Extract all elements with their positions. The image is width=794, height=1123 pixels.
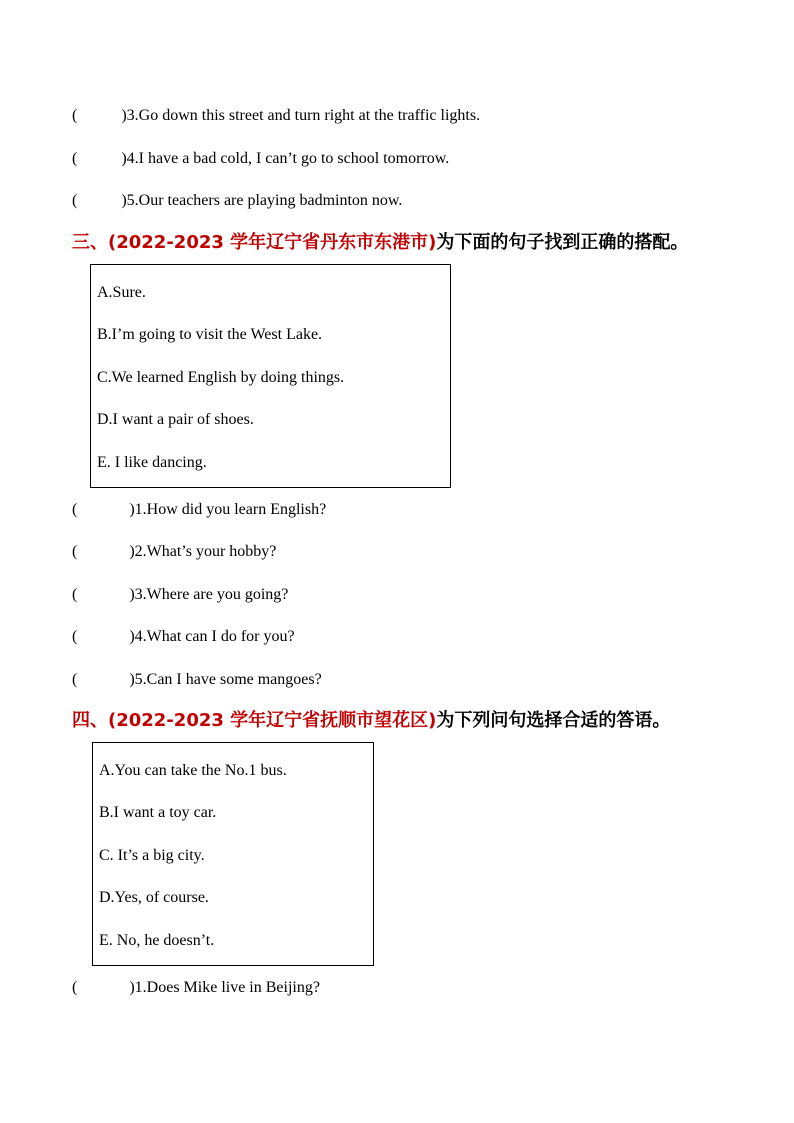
question-text: 1.How did you learn English? (134, 501, 327, 518)
answer-blank-open[interactable]: ( (72, 192, 78, 209)
option-d: D.Yes, of course. (99, 889, 209, 906)
answer-blank-open[interactable]: ( (72, 979, 78, 996)
answer-blank-close: ) (129, 979, 135, 996)
question-line (72, 191, 402, 211)
question-text: 5.Can I have some mangoes? (134, 671, 322, 688)
option-d: D.I want a pair of shoes. (97, 411, 254, 428)
question-text: 1.Does Mike live in Beijing? (134, 979, 320, 996)
section-instruction: 为下面的句子找到正确的搭配。 (436, 232, 689, 253)
option-b: B.I want a toy car. (99, 804, 217, 821)
question-line (72, 500, 326, 520)
question-line (72, 106, 480, 126)
question-line (72, 542, 276, 562)
section-source: (2022-2023 学年辽宁省抚顺市望花区) (108, 710, 437, 731)
question-line (72, 978, 320, 998)
answer-blank-close: ) (121, 192, 127, 209)
section-heading (72, 231, 688, 255)
option-c: C. It’s a big city. (99, 847, 205, 864)
option-e: E. No, he doesn’t. (99, 932, 215, 949)
answer-blank-close: ) (129, 671, 135, 688)
question-text: 3.Where are you going? (134, 586, 289, 603)
answer-blank-close: ) (129, 543, 135, 560)
section-number: 三、 (72, 232, 108, 253)
answer-blank-close: ) (129, 586, 135, 603)
question-line (72, 627, 295, 647)
question-text: 4.What can I do for you? (134, 628, 295, 645)
options-box (90, 264, 451, 488)
question-text: 3.Go down this street and turn right at the traffic lights. (126, 107, 481, 124)
answer-blank-open[interactable]: ( (72, 150, 78, 167)
answer-blank-close: ) (121, 150, 127, 167)
section-instruction: 为下列问句选择合适的答语。 (436, 710, 671, 731)
option-c: C.We learned English by doing things. (97, 369, 345, 386)
question-line (72, 149, 449, 169)
answer-blank-open[interactable]: ( (72, 586, 78, 603)
question-text: 5.Our teachers are playing badminton now. (126, 192, 403, 209)
section-number: 四、 (72, 710, 108, 731)
question-text: 4.I have a bad cold, I can’t go to school tomorrow. (126, 150, 450, 167)
answer-blank-close: ) (129, 628, 135, 645)
option-b: B.I’m going to visit the West Lake. (97, 326, 323, 343)
answer-blank-open[interactable]: ( (72, 671, 78, 688)
answer-blank-open[interactable]: ( (72, 628, 78, 645)
answer-blank-open[interactable]: ( (72, 543, 78, 560)
option-e: E. I like dancing. (97, 454, 207, 471)
section-source: (2022-2023 学年辽宁省丹东市东港市) (108, 232, 437, 253)
question-line (72, 585, 288, 605)
answer-blank-close: ) (129, 501, 135, 518)
option-a: A.Sure. (97, 284, 146, 301)
option-a: A.You can take the No.1 bus. (99, 762, 287, 779)
answer-blank-open[interactable]: ( (72, 501, 78, 518)
section-heading (72, 709, 670, 733)
options-box (92, 742, 374, 966)
answer-blank-close: ) (121, 107, 127, 124)
question-text: 2.What’s your hobby? (134, 543, 277, 560)
answer-blank-open[interactable]: ( (72, 107, 78, 124)
question-line (72, 670, 322, 690)
